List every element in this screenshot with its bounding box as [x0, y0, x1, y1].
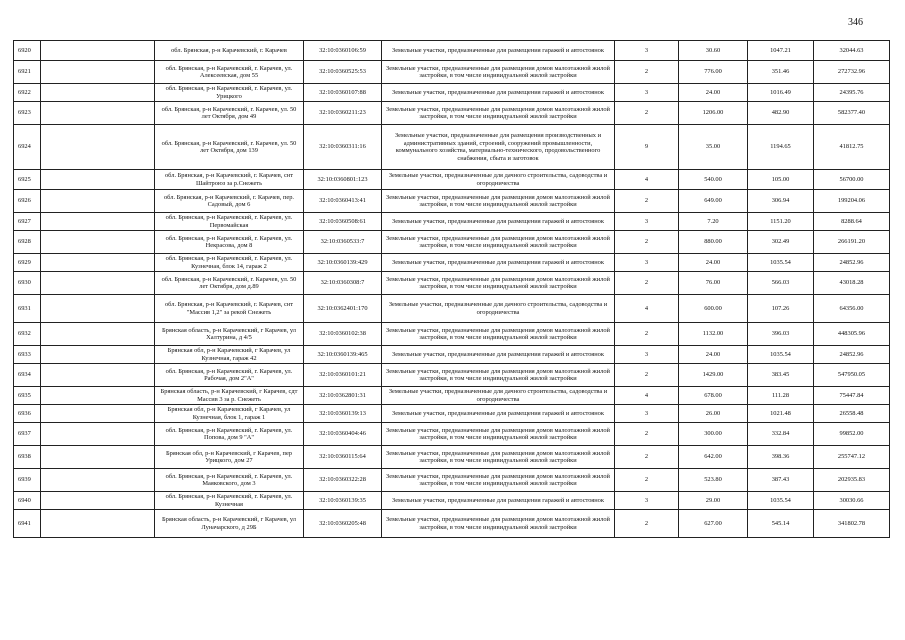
address-cell: обл. Брянская, р-н Карачевский, г. Карачев, пер. Садовый, дом 6	[155, 190, 304, 213]
area-cell: 642.00	[679, 446, 748, 469]
table-row	[14, 41, 890, 61]
blank-cell	[41, 102, 155, 125]
cost-cell: 99852.00	[814, 423, 890, 446]
category-cell: 3	[615, 346, 679, 364]
category-cell: 4	[615, 295, 679, 323]
category-cell: 2	[615, 510, 679, 538]
cost-cell: 26558.48	[814, 405, 890, 423]
address-cell: Брянская обл, р-н Карачевский, г Карачев, ул Кузнечная, гараж 42	[155, 346, 304, 364]
address-cell: Брянская область, р-н Карачевский, г Карачев, сдт Массив 3 за р. Снежеть	[155, 387, 304, 405]
land-use-cell: Земельные участки, предназначенные для размещения домов малоэтажной жилой застройки, в том числе индивидуальной жилой застройки	[382, 446, 615, 469]
row-number: 6940	[14, 492, 41, 510]
row-number: 6928	[14, 231, 41, 254]
cost-cell: 341802.78	[814, 510, 890, 538]
land-use-cell: Земельные участки, предназначенные для размещения гаражей и автостоянок	[382, 84, 615, 102]
address-cell: обл. Брянская, р-н Карачевский, г. Карачев, снт Шайтроюз за р.Снежеть	[155, 170, 304, 190]
area-cell: 35.00	[679, 125, 748, 170]
blank-cell	[41, 213, 155, 231]
address-cell: обл. Брянская, р-н Карачевский, г. Карачев, ул. Урицкого	[155, 84, 304, 102]
blank-cell	[41, 510, 155, 538]
cadastral-number-cell: 32:10:0360308:7	[304, 272, 382, 295]
blank-cell	[41, 170, 155, 190]
cadastral-number-cell: 32:10:0360107:88	[304, 84, 382, 102]
cost-cell: 202935.83	[814, 469, 890, 492]
area-cell: 7.20	[679, 213, 748, 231]
area-cell: 600.00	[679, 295, 748, 323]
cadastral-number-cell: 32:10:0360139:35	[304, 492, 382, 510]
cost-cell: 199204.06	[814, 190, 890, 213]
land-use-cell: Земельные участки, предназначенные для размещения домов малоэтажной жилой застройки, в том числе индивидуальной жилой застройки	[382, 510, 615, 538]
land-use-cell: Земельные участки, предназначенные для размещения гаражей и автостоянок	[382, 254, 615, 272]
price-cell: 1035.54	[748, 492, 814, 510]
blank-cell	[41, 272, 155, 295]
table-row	[14, 510, 890, 538]
row-number: 6939	[14, 469, 41, 492]
land-use-cell: Земельные участки, предназначенные для размещения домов малоэтажной жилой застройки, в том числе индивидуальной жилой застройки	[382, 102, 615, 125]
table-row	[14, 231, 890, 254]
land-use-cell: Земельные участки, предназначенные для размещения гаражей и автостоянок	[382, 41, 615, 61]
area-cell: 1132.00	[679, 323, 748, 346]
row-number: 6925	[14, 170, 41, 190]
table-row	[14, 254, 890, 272]
category-cell: 2	[615, 190, 679, 213]
row-number: 6933	[14, 346, 41, 364]
cost-cell: 8288.64	[814, 213, 890, 231]
category-cell: 4	[615, 170, 679, 190]
row-number: 6927	[14, 213, 41, 231]
land-use-cell: Земельные участки, предназначенные для размещения гаражей и автостоянок	[382, 346, 615, 364]
address-cell: обл. Брянская, р-н Карачевский, г. Карачев, ул. Кузнечная, блок 14, гараж 2	[155, 254, 304, 272]
table-row	[14, 446, 890, 469]
blank-cell	[41, 61, 155, 84]
table-row	[14, 346, 890, 364]
row-number: 6932	[14, 323, 41, 346]
price-cell: 1035.54	[748, 254, 814, 272]
land-use-cell: Земельные участки, предназначенные для размещения гаражей и автостоянок	[382, 213, 615, 231]
land-use-cell: Земельные участки, предназначенные для дачного строительства, садоводства и огородничества	[382, 387, 615, 405]
category-cell: 2	[615, 272, 679, 295]
cost-cell: 24395.76	[814, 84, 890, 102]
cadastral-number-cell: 32:10:0360404:46	[304, 423, 382, 446]
cost-cell: 255747.12	[814, 446, 890, 469]
category-cell: 2	[615, 446, 679, 469]
row-number: 6921	[14, 61, 41, 84]
area-cell: 76.00	[679, 272, 748, 295]
land-use-cell: Земельные участки, предназначенные для размещения гаражей и автостоянок	[382, 405, 615, 423]
area-cell: 678.00	[679, 387, 748, 405]
blank-cell	[41, 323, 155, 346]
address-cell: обл. Брянская, р-н Карачевский, г. Карачев, ул. Кузнечная	[155, 492, 304, 510]
address-cell: Брянская область, р-н Карачевский, г Карачев, ул Халтурина, д 4/5	[155, 323, 304, 346]
cost-cell: 75447.84	[814, 387, 890, 405]
table-row	[14, 170, 890, 190]
table-row	[14, 102, 890, 125]
row-number: 6938	[14, 446, 41, 469]
category-cell: 2	[615, 231, 679, 254]
land-use-cell: Земельные участки, предназначенные для размещения домов малоэтажной жилой застройки, в том числе индивидуальной жилой застройки	[382, 323, 615, 346]
cadastral-number-cell: 32:10:0360311:16	[304, 125, 382, 170]
area-cell: 776.00	[679, 61, 748, 84]
cost-cell: 547950.05	[814, 364, 890, 387]
blank-cell	[41, 423, 155, 446]
cadastral-number-cell: 32:10:0360205:48	[304, 510, 382, 538]
cost-cell: 64356.00	[814, 295, 890, 323]
row-number: 6930	[14, 272, 41, 295]
category-cell: 2	[615, 423, 679, 446]
address-cell: обл. Брянская, р-н Карачевский, г. Карачев, снт "Массив 1,2" за рекой Снежеть	[155, 295, 304, 323]
table-row	[14, 190, 890, 213]
category-cell: 3	[615, 405, 679, 423]
price-cell: 302.49	[748, 231, 814, 254]
price-cell: 1035.54	[748, 346, 814, 364]
cost-cell: 272732.96	[814, 61, 890, 84]
table-row	[14, 323, 890, 346]
area-cell: 649.00	[679, 190, 748, 213]
category-cell: 3	[615, 492, 679, 510]
table-row	[14, 469, 890, 492]
category-cell: 2	[615, 323, 679, 346]
address-cell: Брянская обл, р-н Карачевский, г Карачев, ул Кузнечная, блок 1, гараж 1	[155, 405, 304, 423]
cost-cell: 266191.20	[814, 231, 890, 254]
area-cell: 627.00	[679, 510, 748, 538]
land-use-cell: Земельные участки, предназначенные для размещения домов малоэтажной жилой застройки, в том числе индивидуальной жилой застройки	[382, 423, 615, 446]
area-cell: 30.60	[679, 41, 748, 61]
price-cell: 1047.21	[748, 41, 814, 61]
price-cell: 545.14	[748, 510, 814, 538]
area-cell: 540.00	[679, 170, 748, 190]
row-number: 6923	[14, 102, 41, 125]
land-use-cell: Земельные участки, предназначенные для размещения домов малоэтажной жилой застройки, в том числе индивидуальной жилой застройки	[382, 190, 615, 213]
price-cell: 482.90	[748, 102, 814, 125]
address-cell: Брянская область, р-н Карачевский, г Карачев, ул Луначарского, д 29Б	[155, 510, 304, 538]
price-cell: 387.43	[748, 469, 814, 492]
area-cell: 24.00	[679, 346, 748, 364]
price-cell: 398.36	[748, 446, 814, 469]
row-number: 6934	[14, 364, 41, 387]
category-cell: 4	[615, 387, 679, 405]
cadastral-number-cell: 32:10:0362401:170	[304, 295, 382, 323]
blank-cell	[41, 405, 155, 423]
blank-cell	[41, 295, 155, 323]
price-cell: 306.94	[748, 190, 814, 213]
category-cell: 2	[615, 61, 679, 84]
address-cell: обл. Брянская, р-н Карачевский, г. Карачев, ул. 50 лет Октября, дом 49	[155, 102, 304, 125]
category-cell: 3	[615, 41, 679, 61]
table-row	[14, 272, 890, 295]
table-row	[14, 125, 890, 170]
cost-cell: 43018.28	[814, 272, 890, 295]
blank-cell	[41, 190, 155, 213]
area-cell: 26.00	[679, 405, 748, 423]
row-number: 6941	[14, 510, 41, 538]
address-cell: обл. Брянская, р-н Карачевский, г. Карачев, ул. 50 лет Октября, дом 139	[155, 125, 304, 170]
category-cell: 2	[615, 102, 679, 125]
cadastral-number-cell: 32:10:0360102:38	[304, 323, 382, 346]
table-row	[14, 492, 890, 510]
table-row	[14, 295, 890, 323]
land-use-cell: Земельные участки, предназначенные для дачного строительства, садоводства и огородничества	[382, 170, 615, 190]
address-cell: обл. Брянская, р-н Карачевский, г. Карачев, ул. Некрасова, дом 8	[155, 231, 304, 254]
row-number: 6922	[14, 84, 41, 102]
land-plots-table	[13, 40, 890, 538]
cadastral-number-cell: 32:10:0360139:13	[304, 405, 382, 423]
cost-cell: 582377.40	[814, 102, 890, 125]
blank-cell	[41, 84, 155, 102]
land-use-cell: Земельные участки, предназначенные для размещения гаражей и автостоянок	[382, 492, 615, 510]
cadastral-number-cell: 32:10:0360322:28	[304, 469, 382, 492]
row-number: 6924	[14, 125, 41, 170]
price-cell: 1194.65	[748, 125, 814, 170]
price-cell: 1151.20	[748, 213, 814, 231]
row-number: 6935	[14, 387, 41, 405]
blank-cell	[41, 492, 155, 510]
table-row	[14, 61, 890, 84]
blank-cell	[41, 364, 155, 387]
cadastral-number-cell: 32:10:0360525:53	[304, 61, 382, 84]
cost-cell: 56700.00	[814, 170, 890, 190]
price-cell: 396.03	[748, 323, 814, 346]
blank-cell	[41, 125, 155, 170]
land-use-cell: Земельные участки, предназначенные для размещения домов малоэтажной жилой застройки, в том числе индивидуальной жилой застройки	[382, 231, 615, 254]
category-cell: 2	[615, 364, 679, 387]
land-use-cell: Земельные участки, предназначенные для размещения производственных и административных зданий, строений, сооружений промышленности, коммунального хозяйства, материально-технического, продовольственного снабжения, сбыта и заготовок	[382, 125, 615, 170]
area-cell: 24.00	[679, 254, 748, 272]
area-cell: 1429.00	[679, 364, 748, 387]
blank-cell	[41, 41, 155, 61]
cadastral-number-cell: 32:10:0360508:61	[304, 213, 382, 231]
cadastral-number-cell: 32:10:0360211:23	[304, 102, 382, 125]
blank-cell	[41, 231, 155, 254]
page-number: 346	[848, 17, 863, 28]
area-cell: 300.00	[679, 423, 748, 446]
price-cell: 1016.49	[748, 84, 814, 102]
address-cell: обл. Брянская, р-н Карачевский, г. Карачев, ул. Маяковского, дом 3	[155, 469, 304, 492]
cadastral-number-cell: 32:10:0360115:64	[304, 446, 382, 469]
cost-cell: 41812.75	[814, 125, 890, 170]
row-number: 6920	[14, 41, 41, 61]
table-row	[14, 423, 890, 446]
cost-cell: 30030.66	[814, 492, 890, 510]
table-row	[14, 213, 890, 231]
cost-cell: 24852.96	[814, 346, 890, 364]
table-row	[14, 387, 890, 405]
cost-cell: 24852.96	[814, 254, 890, 272]
address-cell: обл. Брянская, р-н Карачевский, г. Карачев, ул. Первомайская	[155, 213, 304, 231]
cadastral-number-cell: 32:10:0360139:429	[304, 254, 382, 272]
category-cell: 2	[615, 469, 679, 492]
cadastral-number-cell: 32:10:0360413:41	[304, 190, 382, 213]
category-cell: 3	[615, 254, 679, 272]
land-use-cell: Земельные участки, предназначенные для размещения домов малоэтажной жилой застройки, в том числе индивидуальной жилой застройки	[382, 364, 615, 387]
row-number: 6931	[14, 295, 41, 323]
price-cell: 351.46	[748, 61, 814, 84]
land-use-cell: Земельные участки, предназначенные для размещения домов малоэтажной жилой застройки, в том числе индивидуальной жилой застройки	[382, 469, 615, 492]
price-cell: 111.28	[748, 387, 814, 405]
table-row	[14, 405, 890, 423]
area-cell: 523.80	[679, 469, 748, 492]
category-cell: 9	[615, 125, 679, 170]
address-cell: обл. Брянская, р-н Карачевский, г. Карачев, ул. Попова, дом 9 "А"	[155, 423, 304, 446]
row-number: 6926	[14, 190, 41, 213]
category-cell: 3	[615, 213, 679, 231]
price-cell: 107.26	[748, 295, 814, 323]
address-cell: обл. Брянская, р-н Карачевский, г. Карачев, ул. Алексеевская, дом 55	[155, 61, 304, 84]
blank-cell	[41, 446, 155, 469]
cost-cell: 448305.96	[814, 323, 890, 346]
address-cell: обл. Брянская, р-н Карачевский, г. Карачев, ул. 50 лет Октября, дом д.89	[155, 272, 304, 295]
land-use-cell: Земельные участки, предназначенные для дачного строительства, садоводства и огородничества	[382, 295, 615, 323]
cadastral-number-cell: 32:10:0360139:465	[304, 346, 382, 364]
address-cell: Брянская обл, р-н Карачевский, г Карачев, пер Урицкого, дом 27	[155, 446, 304, 469]
price-cell: 1021.48	[748, 405, 814, 423]
cadastral-number-cell: 32:10:0360801:123	[304, 170, 382, 190]
price-cell: 383.45	[748, 364, 814, 387]
area-cell: 24.00	[679, 84, 748, 102]
category-cell: 3	[615, 84, 679, 102]
row-number: 6929	[14, 254, 41, 272]
cadastral-number-cell: 32:10:0360106:59	[304, 41, 382, 61]
price-cell: 566.03	[748, 272, 814, 295]
blank-cell	[41, 387, 155, 405]
blank-cell	[41, 254, 155, 272]
price-cell: 105.00	[748, 170, 814, 190]
blank-cell	[41, 346, 155, 364]
row-number: 6937	[14, 423, 41, 446]
cost-cell: 32044.63	[814, 41, 890, 61]
area-cell: 1206.00	[679, 102, 748, 125]
address-cell: обл. Брянская, р-н Карачевский, г. Карачев, ул. Рабочая, дом 2"А"	[155, 364, 304, 387]
address-cell: обл. Брянская, р-н Карачевский, г. Карачев	[155, 41, 304, 61]
land-use-cell: Земельные участки, предназначенные для размещения домов малоэтажной жилой застройки, в том числе индивидуальной жилой застройки	[382, 272, 615, 295]
price-cell: 332.84	[748, 423, 814, 446]
area-cell: 29.00	[679, 492, 748, 510]
cadastral-number-cell: 32:10:0360101:21	[304, 364, 382, 387]
table-row	[14, 84, 890, 102]
blank-cell	[41, 469, 155, 492]
table-row	[14, 364, 890, 387]
row-number: 6936	[14, 405, 41, 423]
area-cell: 880.00	[679, 231, 748, 254]
land-use-cell: Земельные участки, предназначенные для размещения домов малоэтажной жилой застройки, в том числе индивидуальной жилой застройки	[382, 61, 615, 84]
cadastral-number-cell: 32:10:0362801:31	[304, 387, 382, 405]
cadastral-number-cell: 32:10:0360533:7	[304, 231, 382, 254]
